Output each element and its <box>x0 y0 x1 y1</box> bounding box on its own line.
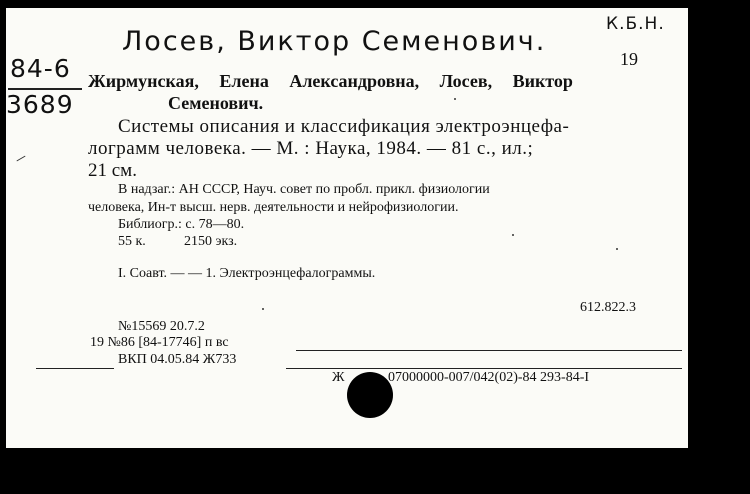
catalog-prefix: Ж <box>332 370 345 385</box>
bottom-line-2: ВКП 04.05.84 Ж733 <box>118 352 237 367</box>
bottom-rule-3 <box>286 368 682 369</box>
scan-speck <box>512 234 514 236</box>
note-line-2: человека, Ин-т высш. нерв. деятельности и нейрофизиологии. <box>88 200 459 215</box>
authors-line-1: Жирмунская, Елена Александровна, Лосев, Виктор <box>88 71 573 91</box>
punch-hole <box>347 372 393 418</box>
title-line-1: Системы описания и классификация электроэнцефа- <box>118 116 570 137</box>
subject-headings: I. Соавт. — — 1. Электроэнцефалограммы. <box>118 266 376 281</box>
scan-speck <box>616 248 618 250</box>
order-number: №15569 20.7.2 <box>118 319 205 334</box>
title-line-3: 21 см. <box>88 160 137 181</box>
catalog-card <box>6 8 688 448</box>
scan-speck <box>262 308 264 310</box>
bottom-rule-2 <box>36 368 114 369</box>
scan-speck <box>454 98 456 100</box>
authors-line-2: Семенович. <box>168 93 264 113</box>
bottom-line-1: 19 №86 [84-17746] п вс <box>90 335 229 350</box>
title-line-2: лограмм человека. — М. : Наука, 1984. — 81 с., ил.; <box>88 138 534 159</box>
scan-speck <box>16 156 25 162</box>
copies: 2150 экз. <box>184 234 238 249</box>
note-line-1: В надзаг.: АН СССР, Науч. совет по пробл. прикл. физиологии <box>118 182 490 197</box>
card-number: 19 <box>620 49 638 69</box>
bottom-rule-1 <box>296 350 682 351</box>
handwritten-heading: Лосев, Виктор Семенович. <box>122 26 547 57</box>
handwritten-code-bottom: 3689 <box>6 90 74 119</box>
price: 55 к. <box>118 234 146 249</box>
catalog-code: 07000000-007/042(02)-84 293-84-I <box>388 370 590 385</box>
handwritten-corner-note: К.Б.Н. <box>606 14 665 34</box>
udc-code: 612.822.3 <box>580 300 636 315</box>
handwritten-code-top: 84-6 <box>10 54 71 83</box>
bibliography: Библиогр.: с. 78—80. <box>118 217 245 232</box>
